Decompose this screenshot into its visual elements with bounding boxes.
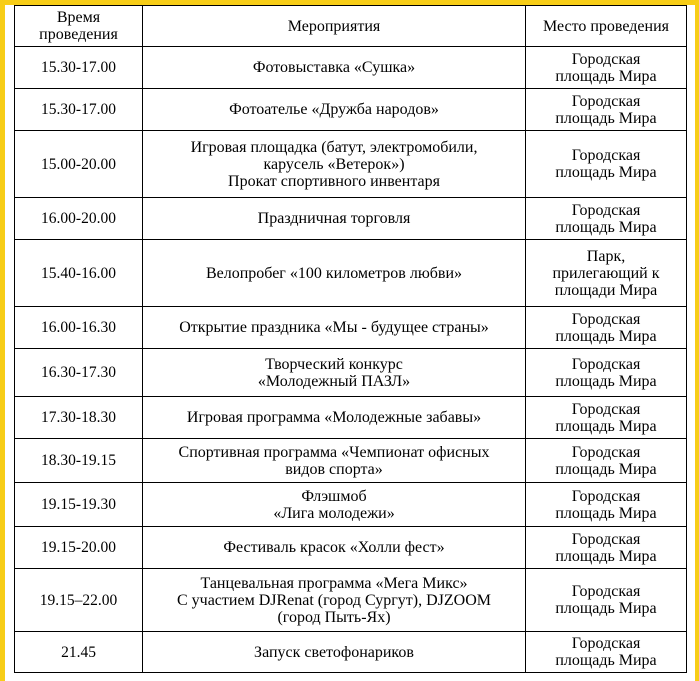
place-text: площадь Мира xyxy=(555,504,657,522)
place-text: площадь Мира xyxy=(555,372,657,390)
table-row xyxy=(15,397,687,439)
place-text: площадь Мира xyxy=(555,460,657,478)
place-text: Городская xyxy=(571,310,641,328)
event-cell xyxy=(143,569,526,632)
table-row xyxy=(15,632,687,673)
event-text: Запуск светофонариков xyxy=(254,643,414,661)
place-text: Городская xyxy=(571,487,641,505)
time-cell: 21.45 xyxy=(15,632,143,673)
schedule-table xyxy=(14,5,687,673)
header-row xyxy=(15,6,687,47)
event-cell xyxy=(143,131,526,198)
place-text: Городская xyxy=(571,530,641,548)
table-row xyxy=(15,483,687,527)
time-cell: 16.00-16.30 xyxy=(15,307,143,349)
place-text: Городская xyxy=(571,583,641,600)
event-text: Танцевальная программа «Мега Микс» xyxy=(200,574,468,592)
table-row xyxy=(15,198,687,240)
time-cell: 16.30-17.30 xyxy=(15,349,143,397)
time-cell: 19.15-20.00 xyxy=(15,527,143,569)
header-place: Место проведения xyxy=(526,6,687,47)
table-row xyxy=(15,307,687,349)
table-row xyxy=(15,527,687,569)
event-cell xyxy=(143,89,526,131)
place-cell xyxy=(526,131,687,198)
event-text: Фестиваль красок «Холли фест» xyxy=(223,539,445,556)
place-cell xyxy=(526,198,687,240)
place-text: Городская xyxy=(571,50,641,68)
event-text: Флэшмоб xyxy=(301,487,367,505)
place-cell xyxy=(526,47,687,89)
event-text: Велопробег «100 километров любви» xyxy=(205,264,463,282)
place-cell xyxy=(526,632,687,673)
place-cell xyxy=(526,527,687,569)
table-row xyxy=(15,240,687,307)
event-cell xyxy=(143,47,526,89)
place-text: площади Мира xyxy=(554,281,658,299)
event-text: «Лига молодежи» xyxy=(273,504,395,522)
place-text: площадь Мира xyxy=(555,164,657,181)
place-text: Парк, xyxy=(586,247,626,265)
event-text: Игровая программа «Молодежные забавы» xyxy=(186,409,482,426)
table-row xyxy=(15,131,687,198)
event-text: Спортивная программа «Чемпионат офисных xyxy=(178,443,490,461)
event-text: Открытие праздника «Мы - будущее страны» xyxy=(179,319,489,336)
place-text: прилегающий к xyxy=(552,264,660,282)
table-row xyxy=(15,89,687,131)
place-cell xyxy=(526,89,687,131)
place-cell xyxy=(526,397,687,439)
place-text: площадь Мира xyxy=(555,417,657,435)
time-cell: 18.30-19.15 xyxy=(15,439,143,483)
place-text: площадь Мира xyxy=(555,109,657,127)
event-cell xyxy=(143,240,526,307)
place-cell xyxy=(526,240,687,307)
place-cell xyxy=(526,483,687,527)
place-text: Городская xyxy=(571,400,641,418)
event-cell xyxy=(143,632,526,673)
event-cell xyxy=(143,527,526,569)
place-text: Городская xyxy=(571,355,641,373)
place-cell xyxy=(526,569,687,632)
time-cell: 19.15–22.00 xyxy=(15,569,143,632)
event-text: Прокат спортивного инвентаря xyxy=(228,172,440,190)
event-cell xyxy=(143,483,526,527)
table-row xyxy=(15,47,687,89)
event-cell xyxy=(143,397,526,439)
event-text: Игровая площадка (батут, электромобили, xyxy=(190,138,478,156)
place-text: площадь Мира xyxy=(555,67,657,85)
time-cell: 16.00-20.00 xyxy=(15,198,143,240)
place-cell xyxy=(526,439,687,483)
place-text: Городская xyxy=(571,635,641,652)
place-text: площадь Мира xyxy=(555,600,657,617)
time-cell: 15.30-17.00 xyxy=(15,47,143,89)
time-cell: 19.15-19.30 xyxy=(15,483,143,527)
table-row xyxy=(15,569,687,632)
event-cell xyxy=(143,307,526,349)
header-time-line1: Время xyxy=(56,9,101,26)
event-text: (город Пыть-Ях) xyxy=(277,608,391,626)
table-row xyxy=(15,439,687,483)
event-text: Фотоателье «Дружба народов» xyxy=(229,101,439,118)
event-text: Праздничная торговля xyxy=(257,210,411,227)
event-text: видов спорта» xyxy=(285,460,383,478)
event-text: Творческий конкурс xyxy=(265,355,403,373)
event-text: С участием DJRenat (город Сургут), DJZOOM xyxy=(176,591,492,609)
header-event: Мероприятия xyxy=(143,6,526,47)
event-text: Фотовыставка «Сушка» xyxy=(252,59,416,76)
place-text: площадь Мира xyxy=(555,327,657,345)
place-text: Городская xyxy=(571,92,641,110)
header-time-line2: проведения xyxy=(39,26,118,43)
place-cell xyxy=(526,349,687,397)
time-cell: 15.00-20.00 xyxy=(15,131,143,198)
event-cell xyxy=(143,439,526,483)
event-cell xyxy=(143,349,526,397)
header-time xyxy=(15,6,143,47)
place-text: Городская xyxy=(571,443,641,461)
event-cell xyxy=(143,198,526,240)
time-cell: 17.30-18.30 xyxy=(15,397,143,439)
place-text: Городская xyxy=(571,201,641,219)
place-text: площадь Мира xyxy=(555,218,657,236)
place-cell xyxy=(526,307,687,349)
place-text: Городская xyxy=(571,147,641,164)
time-cell: 15.30-17.00 xyxy=(15,89,143,131)
event-text: «Молодежный ПАЗЛ» xyxy=(257,372,411,390)
table-row xyxy=(15,349,687,397)
place-text: площадь Мира xyxy=(555,547,657,565)
time-cell: 15.40-16.00 xyxy=(15,240,143,307)
event-text: карусель «Ветерок») xyxy=(263,155,405,173)
place-text: площадь Мира xyxy=(555,652,657,669)
